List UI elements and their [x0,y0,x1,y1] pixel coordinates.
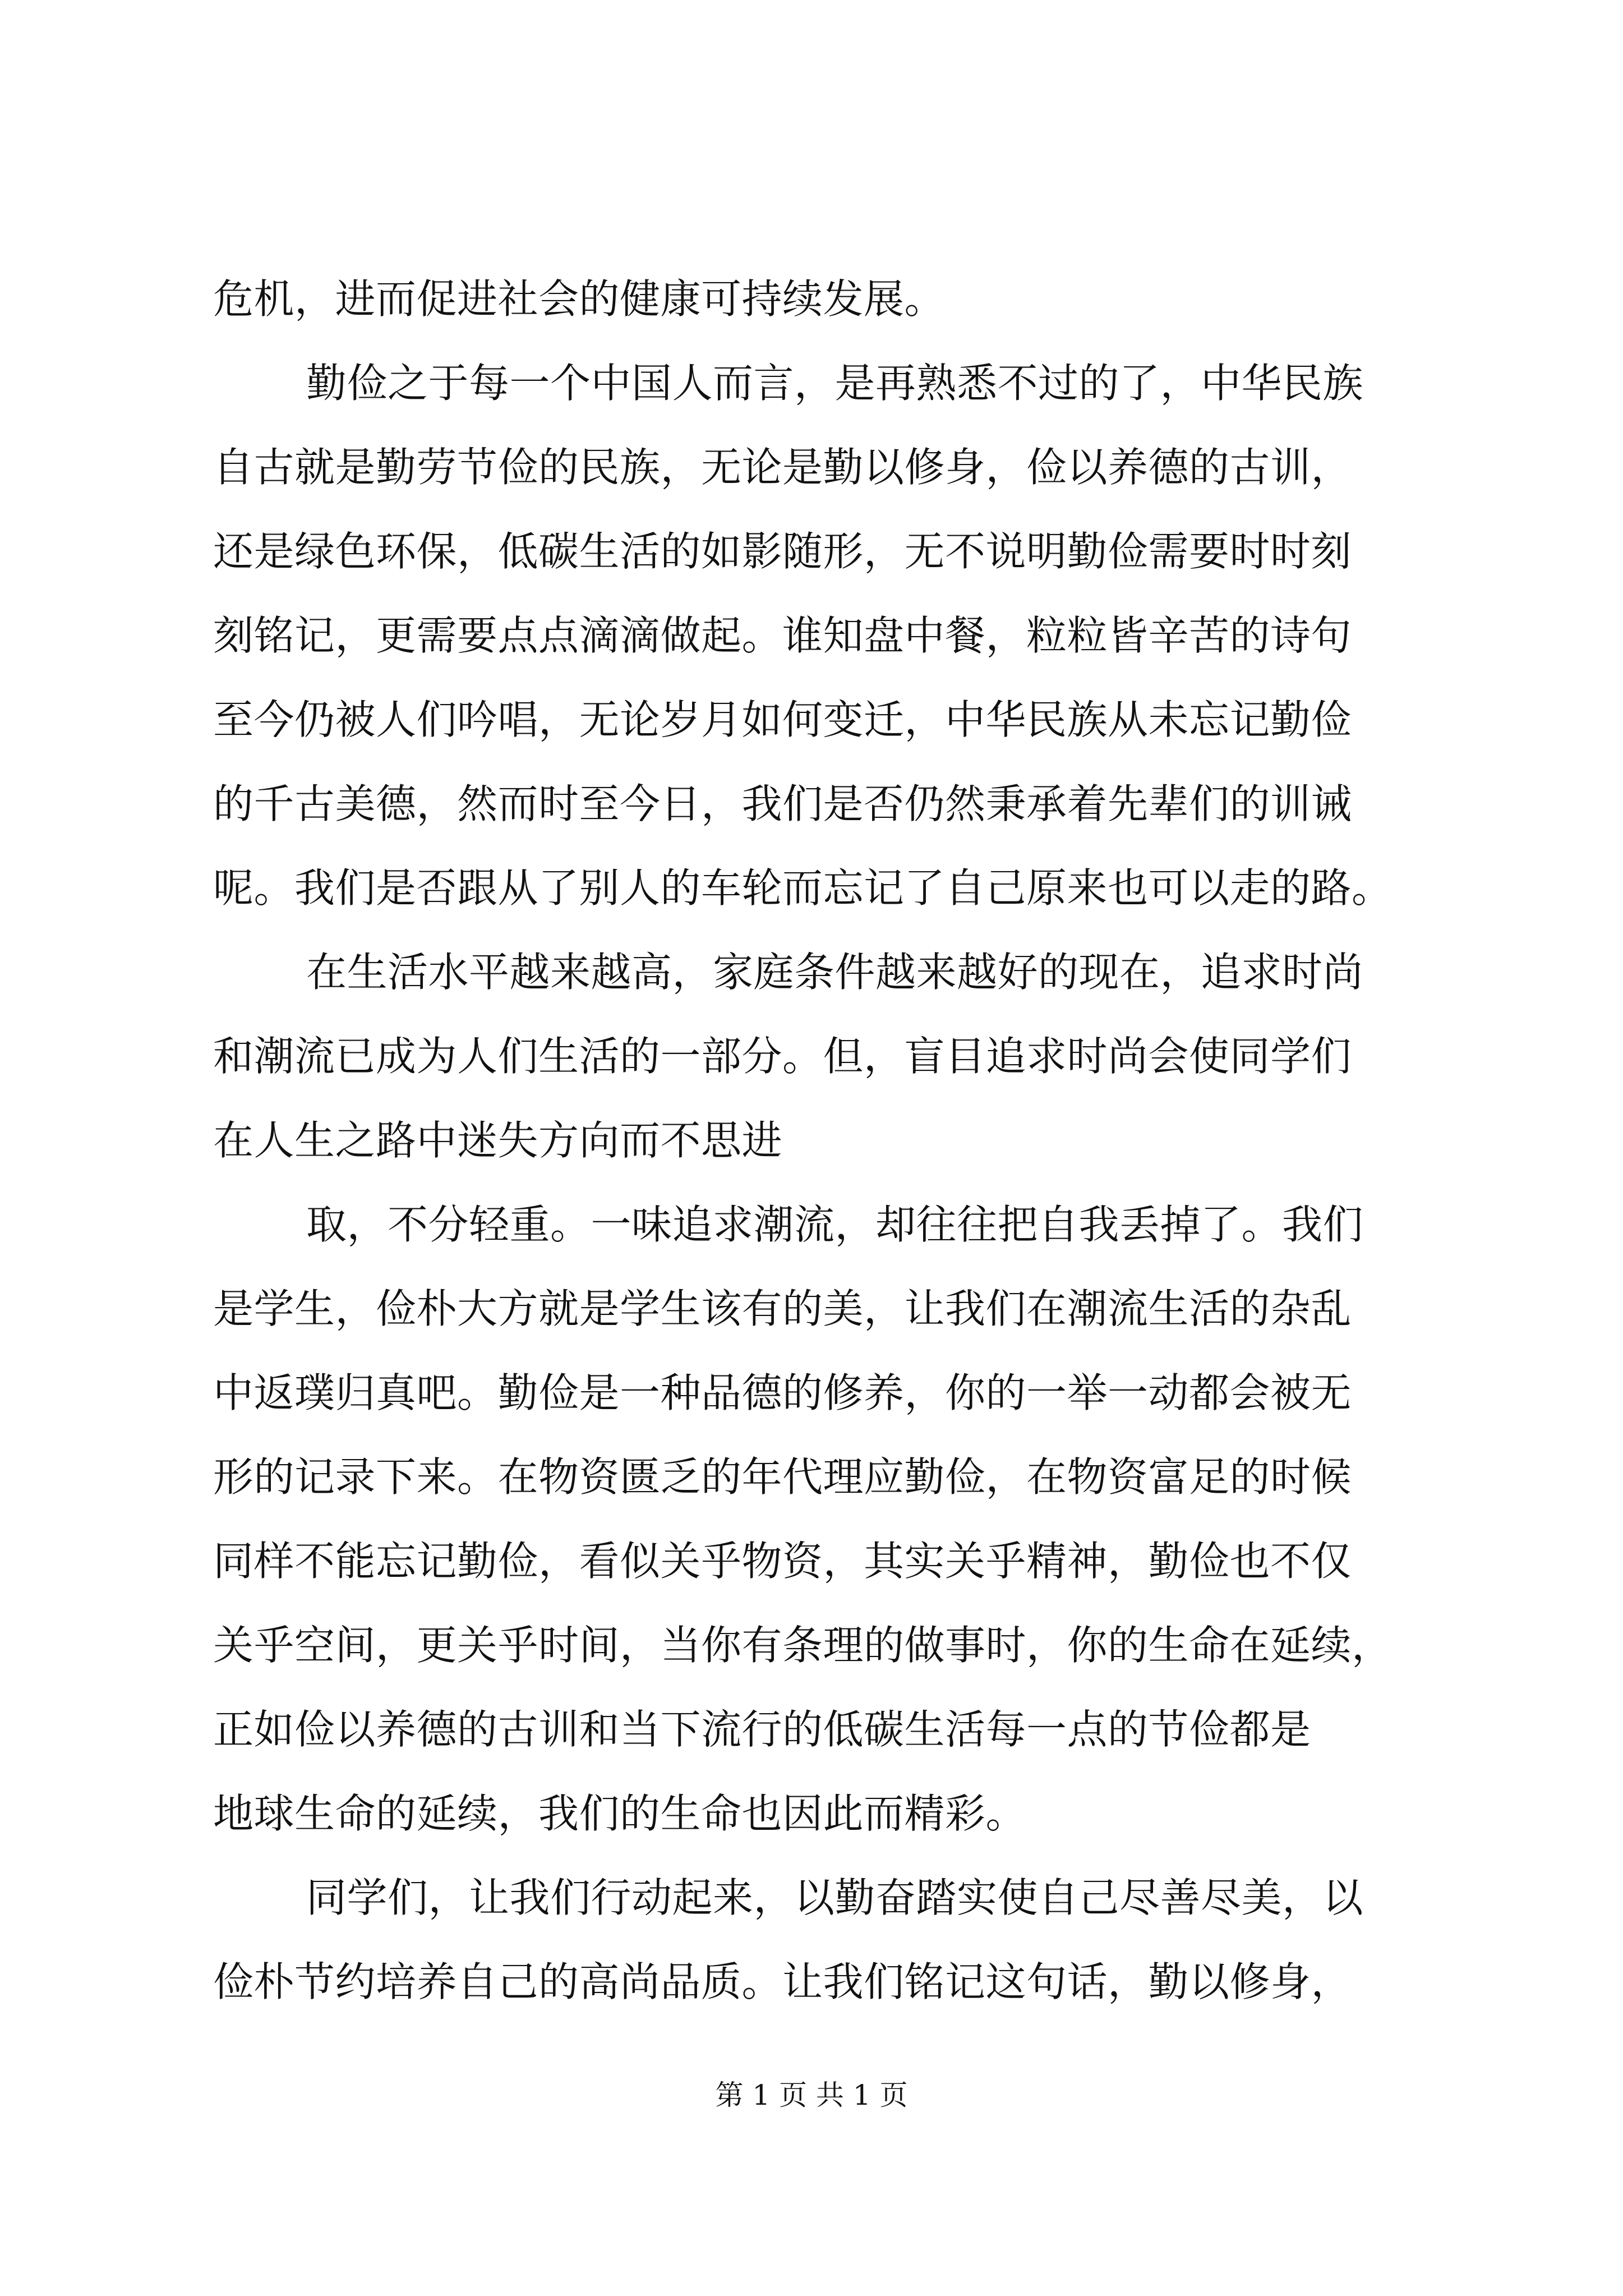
text-line: 危机，进而促进社会的健康可持续发展。 [213,275,946,323]
text-line: 的千古美德，然而时至今日，我们是否仍然秉承着先辈们的训诫 [213,780,1352,827]
text-line: 形的记录下来。在物资匮乏的年代理应勤俭，在物资富足的时候 [213,1453,1352,1501]
text-line: 是学生，俭朴大方就是学生该有的美，让我们在潮流生活的杂乱 [213,1285,1352,1332]
text-line: 在人生之路中迷失方向而不思进 [213,1117,783,1164]
text-line: 刻铭记，更需要点点滴滴做起。谁知盘中餐，粒粒皆辛苦的诗句 [213,612,1352,659]
text-line: 至今仍被人们吟唱，无论岁月如何变迁，中华民族从未忘记勤俭 [213,696,1352,743]
paragraph-first-line: 勤俭之于每一个中国人而言，是再熟悉不过的了，中华民族 [306,360,1364,407]
body-text [213,257,1424,2024]
text-line: 正如俭以养德的古训和当下流行的低碳生活每一点的节俭都是 [213,1706,1311,1753]
paragraph-first-line: 在生活水平越来越高，家庭条件越来越好的现在，追求时尚 [306,949,1364,996]
paragraph-first-line: 同学们，让我们行动起来，以勤奋踏实使自己尽善尽美，以 [306,1874,1364,1921]
text-line: 同样不能忘记勤俭，看似关乎物资，其实关乎精神，勤俭也不仅 [213,1538,1352,1585]
page-footer: 第 1 页 共 1 页 [715,2079,908,2111]
text-line: 呢。我们是否跟从了别人的车轮而忘记了自己原来也可以走的路。 [213,864,1393,912]
text-line: 还是绿色环保，低碳生活的如影随形，无不说明勤俭需要时时刻 [213,528,1352,575]
paragraph-first-line: 取，不分轻重。一味追求潮流，却往往把自我丢掉了。我们 [306,1201,1364,1248]
text-line: 关乎空间，更关乎时间，当你有条理的做事时，你的生命在延续， [213,1622,1393,1669]
text-line: 地球生命的延续，我们的生命也因此而精彩。 [213,1790,1027,1837]
text-line: 自古就是勤劳节俭的民族，无论是勤以修身，俭以养德的古训， [213,444,1352,491]
text-line: 中返璞归真吧。勤俭是一种品德的修养，你的一举一动都会被无 [213,1369,1352,1416]
text-line: 和潮流已成为人们生活的一部分。但，盲目追求时尚会使同学们 [213,1033,1352,1080]
text-line: 俭朴节约培养自己的高尚品质。让我们铭记这句话，勤以修身， [213,1958,1352,2005]
